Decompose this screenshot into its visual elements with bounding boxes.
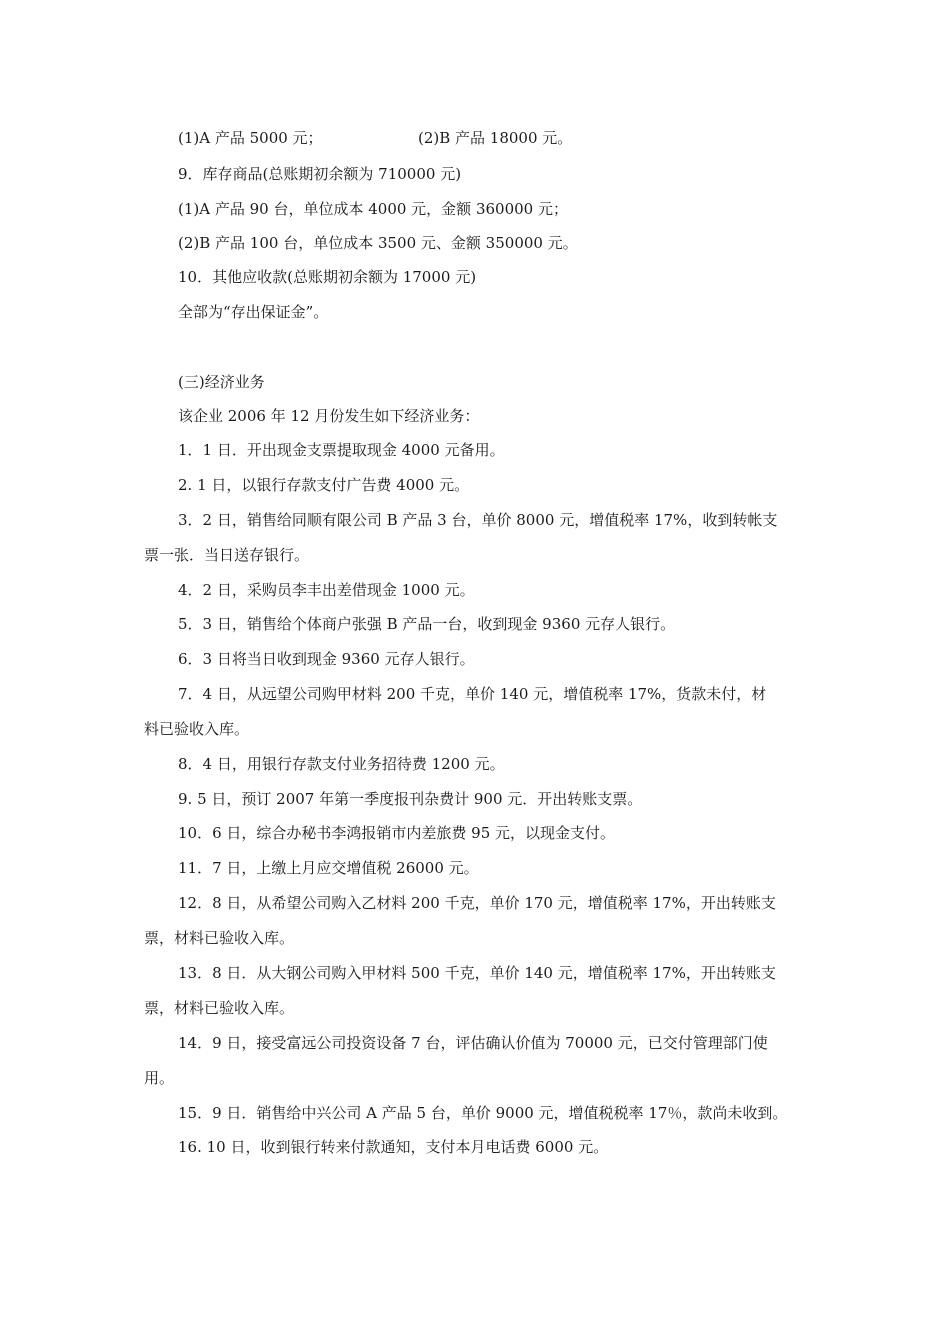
- business-item-16: 16. 10 日，收到银行转来付款通知，支付本月电话费 6000 元。: [178, 1138, 609, 1156]
- business-item-7: 7．4 日，从远望公司购甲材料 200 千克，单价 140 元，增值税率 17%，货款未付，材: [178, 685, 767, 703]
- section-heading: (三)经济业务: [178, 373, 265, 391]
- business-item-15: 15．9 日．销售给中兴公司 A 产品 5 台，单价 9000 元，增值税税率 17％，款尚未收到。: [178, 1104, 788, 1122]
- business-item-4: 4．2 日，采购员李丰出差借现金 1000 元。: [178, 581, 475, 599]
- business-item-9: 9. 5 日，预订 2007 年第一季度报刊杂费计 900 元．开出转账支票。: [178, 790, 643, 808]
- business-item-13: 13．8 日．从大钢公司购入甲材料 500 千克，单价 140 元，增值税率 17%，开出转账支: [178, 964, 776, 982]
- business-item-3: 3．2 日，销售给同顺有限公司 B 产品 3 台，单价 8000 元，增值税率 17%，收到转帐支: [178, 511, 778, 529]
- other-receivables-note: 全部为“存出保证金”。: [178, 303, 329, 321]
- business-item-3-cont: 票一张．当日送存银行。: [144, 546, 310, 564]
- item-b-product: (2)B 产品 18000 元。: [418, 129, 573, 147]
- item-a-product: (1)A 产品 5000 元；: [178, 129, 323, 147]
- inventory-a: (1)A 产品 90 台，单位成本 4000 元，金额 360000 元；: [178, 200, 568, 218]
- business-item-14-cont: 用。: [144, 1069, 175, 1087]
- business-item-7-cont: 料已验收入库。: [144, 720, 250, 738]
- business-item-5: 5．3 日，销售给个体商户张强 B 产品一台，收到现金 9360 元存人银行。: [178, 615, 676, 633]
- business-item-11: 11．7 日，上缴上月应交增值税 26000 元。: [178, 859, 479, 877]
- business-item-2: 2. 1 日，以银行存款支付广告费 4000 元。: [178, 476, 470, 494]
- business-item-6: 6．3 日将当日收到现金 9360 元存人银行。: [178, 650, 475, 668]
- business-item-12: 12．8 日，从希望公司购入乙材料 200 千克，单价 170 元，增值税率 17%，开出转账支: [178, 894, 776, 912]
- business-item-13-cont: 票，材料已验收入库。: [144, 999, 295, 1017]
- other-receivables-heading: 10．其他应收款(总账期初余额为 17000 元): [178, 268, 477, 286]
- business-item-12-cont: 票，材料已验收入库。: [144, 929, 295, 947]
- business-item-1: 1．1 日．开出现金支票提取现金 4000 元备用。: [178, 441, 505, 459]
- section-intro: 该企业 2006 年 12 月份发生如下经济业务：: [178, 407, 480, 425]
- business-item-14: 14．9 日，接受富远公司投资设备 7 台，评估确认价值为 70000 元，已交付管理部门使: [178, 1034, 768, 1052]
- business-item-8: 8．4 日，用银行存款支付业务招待费 1200 元。: [178, 755, 505, 773]
- business-item-10: 10．6 日，综合办秘书李鸿报销市内差旅费 95 元，以现金支付。: [178, 824, 616, 842]
- inventory-b: (2)B 产品 100 台，单位成本 3500 元、金额 350000 元。: [178, 234, 578, 252]
- inventory-heading: 9．库存商品(总账期初余额为 710000 元): [178, 165, 462, 183]
- item-a-product-row: [178, 128, 573, 148]
